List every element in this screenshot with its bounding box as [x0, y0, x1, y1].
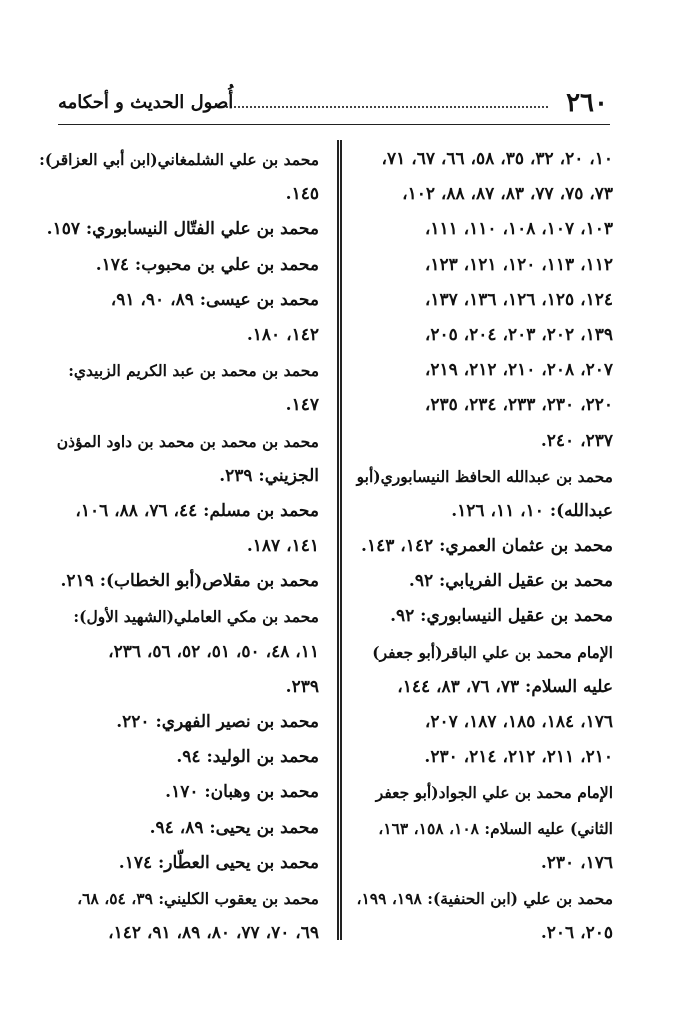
index-line: ١٤٥. [285, 184, 319, 205]
index-entry-name: محمد بن علي بن محبوب: ١٧٤. [95, 254, 319, 275]
dotted-leader [226, 106, 548, 108]
index-entry-name: محمد بن علي (ابن الحنفية): ١٩٨، ١٩٩، [356, 888, 613, 908]
page-header [58, 82, 608, 124]
index-entry-name: محمد بن علي الفتّال النيسابوري: ١٥٧. [46, 219, 319, 240]
index-entry-name: الإمام محمد بن علي الجواد(أبو جعفر [375, 783, 613, 803]
index-line: ١٢٤، ١٢٥، ١٢٦، ١٣٦، ١٣٧، [424, 289, 613, 310]
index-entry-name: محمد بن علي الشلمغاني(ابن أبي العزاقر): [39, 150, 319, 169]
page-number: ٢٦٠ [566, 88, 608, 118]
index-line: ٧٣، ٧٥، ٧٧، ٨٣، ٨٧، ٨٨، ١٠٢، [402, 184, 613, 205]
index-entry-name: محمد بن عقيل النيسابوري: ٩٢. [390, 606, 613, 627]
running-book-title: أُصول الحديث و أحكامه [58, 92, 234, 113]
index-line: عبدالله): ١٠، ١١، ١٢٦. [451, 500, 613, 521]
header-rule [58, 124, 610, 125]
index-line: ٢٠٧، ٢٠٨، ٢١٠، ٢١٢، ٢١٩، [424, 360, 613, 381]
index-line: الجزيني: ٢٣٩. [219, 465, 319, 486]
index-line: الثاني) عليه السلام: ١٠٨، ١٥٨، ١٦٣، [378, 818, 613, 838]
column-divider [337, 140, 342, 940]
index-line: ٢٣٩. [285, 676, 319, 697]
index-entry-name: محمد بن عبدالله الحافظ النيسابوري(أبو [356, 466, 613, 486]
index-column-right [356, 142, 613, 951]
index-line: ١١٢، ١١٣، ١٢٠، ١٢١، ١٢٣، [424, 254, 613, 275]
index-entry-name: محمد بن مسلم: ٤٤، ٧٦، ٨٨، ١٠٦، [75, 500, 319, 521]
index-entry-name: الإمام محمد بن علي الباقر(أبو جعفر) [372, 642, 613, 662]
index-line: ١٤٢، ١٨٠. [246, 324, 319, 345]
index-entry-name: محمد بن نصير الفهري: ٢٢٠. [116, 712, 319, 732]
index-line: ١٠، ٢٠، ٣٢، ٣٥، ٥٨، ٦٦، ٦٧، ٧١، [381, 149, 613, 169]
index-line: ٢٠٥، ٢٠٦. [540, 923, 613, 944]
index-entry-name: محمد بن يحيى: ٨٩، ٩٤. [149, 817, 319, 838]
index-line: ١٤١، ١٨٧. [246, 536, 319, 557]
index-line: ١٧٦، ١٨٤، ١٨٥، ١٨٧، ٢٠٧، [424, 712, 613, 732]
index-line: ٢٣٧، ٢٤٠. [540, 430, 613, 451]
index-entry-name: محمد بن مكي العاملي(الشهيد الأول): [73, 607, 319, 627]
index-entry-name: محمد بن محمد بن محمد بن داود المؤذن [56, 431, 319, 451]
index-line: عليه السلام: ٧٣، ٧٦، ٨٣، ١٤٤، [397, 676, 613, 697]
index-line: ٢١٠، ٢١١، ٢١٢، ٢١٤، ٢٣٠. [424, 747, 613, 768]
index-line: ١٠٣، ١٠٧، ١٠٨، ١١٠، ١١١، [424, 219, 613, 240]
index-entry-name: محمد بن وهبان: ١٧٠. [165, 782, 319, 803]
index-entry-name: محمد بن الوليد: ٩٤. [176, 747, 319, 768]
index-column-left [39, 142, 319, 951]
index-entry-name: محمد بن مقلاص(أبو الخطاب): ٢١٩. [60, 571, 319, 592]
index-line: ١٤٧. [285, 395, 319, 416]
index-entry-name: محمد بن يحيى العطّار: ١٧٤. [118, 852, 319, 873]
index-line: ٢٢٠، ٢٣٠، ٢٣٣، ٢٣٤، ٢٣٥، [424, 395, 613, 416]
index-line: ١٧٦، ٢٣٠. [540, 852, 613, 873]
index-line: ١٣٩، ٢٠٢، ٢٠٣، ٢٠٤، ٢٠٥، [424, 324, 613, 345]
index-entry-name: محمد بن عقيل الفريابي: ٩٢. [408, 571, 613, 592]
index-line: ٦٩، ٧٠، ٧٧، ٨٠، ٨٩، ٩١، ١٤٢، [108, 923, 319, 944]
index-entry-name: محمد بن عيسى: ٨٩، ٩٠، ٩١، [110, 289, 319, 310]
index-entry-name: محمد بن محمد بن عبد الكريم الزبيدي: [68, 361, 319, 381]
index-entry-name: محمد بن عثمان العمري: ١٤٢، ١٤٣. [361, 536, 613, 557]
index-line: ١١، ٤٨، ٥٠، ٥١، ٥٢، ٥٦، ٢٣٦، [108, 641, 319, 662]
index-entry-name: محمد بن يعقوب الكليني: ٣٩، ٥٤، ٦٨، [77, 888, 319, 908]
